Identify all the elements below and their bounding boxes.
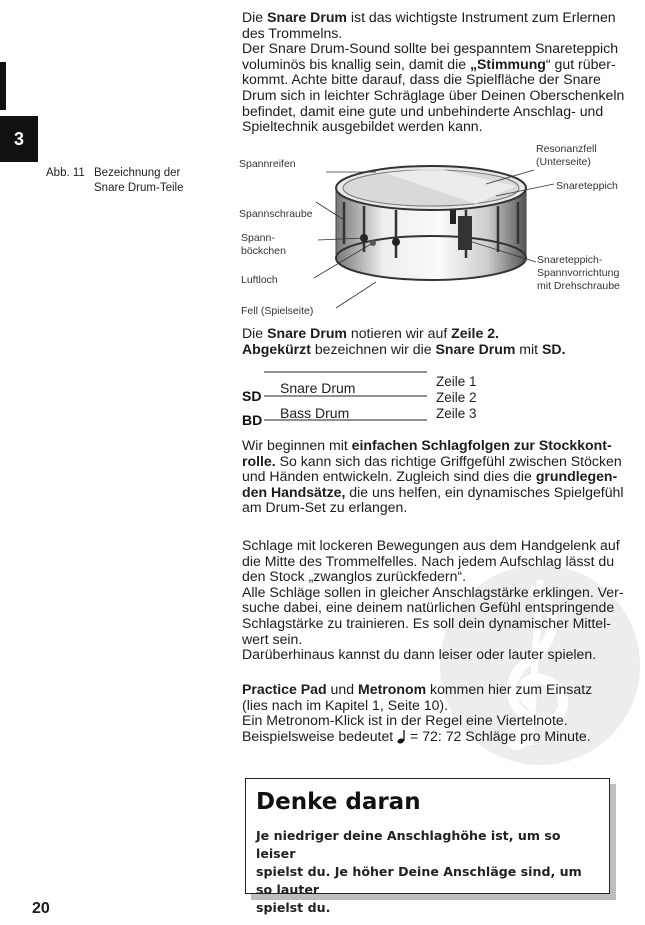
practice-paragraph: Practice Pad und Metronom kommen hier zum Einsatz (lies nach im Kapitel 1, Seite 10). Ein Metronom-Klick ist in der Regel eine Viertelnote. Beispielsweise bedeutet = 72: 72 Schläge pro Minute.	[242, 681, 593, 744]
figure-label: Abb. 11	[46, 167, 85, 179]
zeile-2-label: Zeile 2	[436, 390, 477, 405]
schlagfolgen-paragraph: Wir beginnen mit einfachen Schlagfolgen zur Stockkont- rolle. So kann sich das richtige Griffgefühl zwischen Stöcken und Händen entwickeln. Zugleich sind dies die grundlegen- den Handsätze, die uns helfen, ein dynamisches Spielgefühl am Drum-Set zu erlangen.	[242, 437, 624, 516]
label-resonanzfell: Resonanzfell	[536, 143, 597, 155]
bd-abbreviation: BD	[242, 412, 263, 428]
figure-caption	[46, 166, 183, 196]
schlaege-paragraph: Schlage mit lockeren Bewegungen aus dem Handgelenk auf die Mitte des Trommelfelles. Nach jedem Aufschlag lässt du den Stock „zwanglos zurückfedern“. Alle Schläge sollen in gleicher Anschlagstärke erklingen. Ver- suche dabei, eine deinem natürlichen Gefühl entspringende Schlagstärke zu trainieren. Es soll dein dynamischer Mittel- wert sein. Darüberhinaus kannst du dann leiser oder lauter spielen.	[242, 537, 624, 663]
label-spannreifen: Spannreifen	[239, 158, 296, 170]
snare-drum-photo	[336, 166, 526, 280]
label-vorrichtung-2: Spannvorrichtung	[537, 267, 620, 279]
label-spannschraube: Spannschraube	[239, 208, 313, 220]
label-vorrichtung-3: mit Drehschraube	[537, 280, 620, 292]
notation-paragraph: Die Snare Drum notieren wir auf Zeile 2. Abgekürzt bezeichnen wir die Snare Drum mit SD.	[242, 325, 566, 357]
label-unterseite: (Unterseite)	[536, 156, 591, 168]
drum-staff	[242, 368, 477, 430]
intro-paragraph: Die Snare Drum ist das wichtigste Instrument zum Erlernen des Trommelns. Der Snare Drum-Sound sollte bei gespanntem Snareteppich voluminös bis knallig sein, damit die „Stimmung“ gut rüber- kommt. Achte bitte darauf, dass die Spielfläche der Snare Drum sich in leichter Schräglage über Deinen Oberschenkeln befindet, damit eine gute und unbehinderte Anschlag- und Spieltechnik ausgebildet werden kann.	[242, 9, 625, 135]
label-fell: Fell (Spielseite)	[241, 305, 314, 317]
reminder-box	[245, 778, 610, 915]
zeile-3-label: Zeile 3	[436, 406, 477, 421]
quarter-note-icon	[397, 729, 406, 744]
chapter-tab: 3	[0, 116, 38, 162]
staff-bass-label: Bass Drum	[280, 405, 350, 421]
reminder-text: Je niedriger deine Anschlaghöhe ist, um so leiser spielst du. Je höher Deine Anschläge sind, um so lauter spielst du.	[256, 828, 582, 915]
chapter-marker-bar	[0, 62, 6, 110]
sd-abbreviation: SD	[242, 388, 262, 404]
label-snareteppich: Snareteppich	[556, 180, 618, 192]
snare-drum-diagram	[236, 140, 636, 320]
label-luftloch: Luftloch	[241, 274, 278, 286]
figure-caption-line1: Bezeichnung der	[94, 167, 181, 179]
label-vorrichtung-1: Snareteppich-	[537, 254, 603, 266]
staff-snare-label: Snare Drum	[280, 380, 356, 396]
reminder-title: Denke daran	[256, 789, 421, 815]
label-spannboeckchen-2: böckchen	[241, 245, 286, 257]
label-spannboeckchen-1: Spann-	[241, 232, 275, 244]
figure-caption-line2: Snare Drum-Teile	[94, 182, 184, 194]
zeile-1-label: Zeile 1	[436, 374, 477, 389]
page-number: 20	[32, 900, 50, 917]
